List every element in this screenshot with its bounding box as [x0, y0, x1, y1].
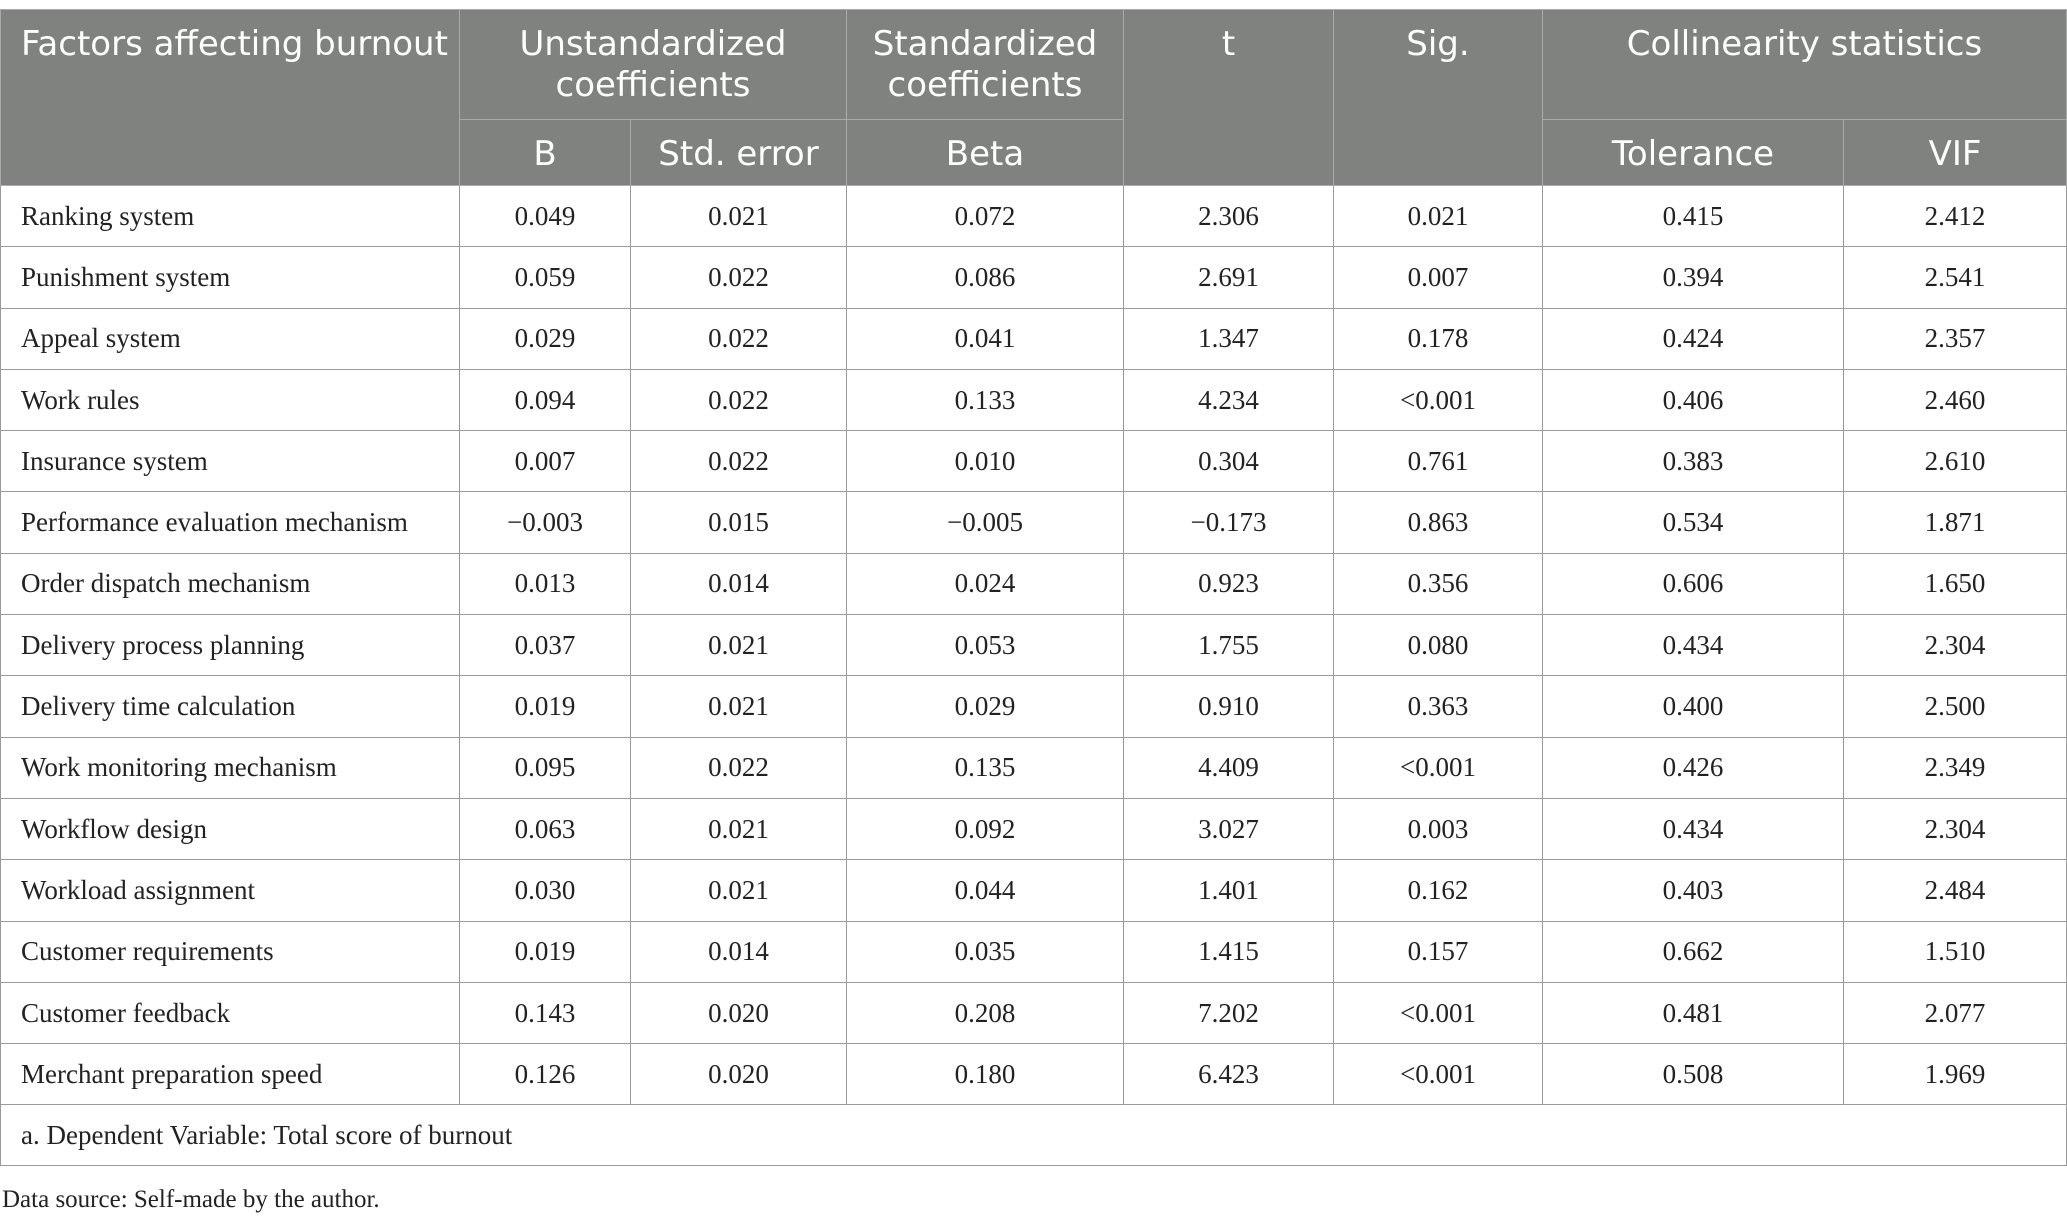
- cell-vif: 1.650: [1844, 553, 2067, 614]
- cell-sig: <0.001: [1334, 982, 1543, 1043]
- regression-table: [0, 9, 2067, 1166]
- cell-b: 0.029: [460, 308, 631, 369]
- table-row: [1, 982, 2067, 1043]
- cell-sig: 0.178: [1334, 308, 1543, 369]
- cell-beta: 0.024: [847, 553, 1124, 614]
- cell-std-error: 0.022: [631, 737, 847, 798]
- cell-t: 0.304: [1124, 431, 1334, 492]
- cell-b: 0.059: [460, 247, 631, 308]
- table-container: [0, 9, 2067, 1166]
- cell-b: 0.143: [460, 982, 631, 1043]
- cell-vif: 1.871: [1844, 492, 2067, 553]
- cell-tolerance: 0.400: [1543, 676, 1844, 737]
- cell-vif: 2.610: [1844, 431, 2067, 492]
- cell-t: 4.234: [1124, 369, 1334, 430]
- cell-factor: Merchant preparation speed: [1, 1044, 460, 1105]
- cell-std-error: 0.021: [631, 798, 847, 859]
- cell-t: 1.755: [1124, 615, 1334, 676]
- cell-std-error: 0.020: [631, 1044, 847, 1105]
- cell-factor: Work monitoring mechanism: [1, 737, 460, 798]
- cell-tolerance: 0.434: [1543, 798, 1844, 859]
- cell-std-error: 0.021: [631, 860, 847, 921]
- table-row: [1, 431, 2067, 492]
- table-row: [1, 615, 2067, 676]
- header-standardized: Standardized coefficients: [847, 10, 1124, 120]
- cell-beta: 0.086: [847, 247, 1124, 308]
- cell-std-error: 0.021: [631, 676, 847, 737]
- cell-beta: 0.010: [847, 431, 1124, 492]
- cell-tolerance: 0.394: [1543, 247, 1844, 308]
- cell-sig: 0.003: [1334, 798, 1543, 859]
- header-collinearity: Collinearity statistics: [1543, 10, 2067, 120]
- cell-vif: 1.969: [1844, 1044, 2067, 1105]
- cell-t: −0.173: [1124, 492, 1334, 553]
- cell-tolerance: 0.508: [1543, 1044, 1844, 1105]
- header-sig: Sig.: [1334, 10, 1543, 186]
- cell-vif: 2.077: [1844, 982, 2067, 1043]
- cell-beta: 0.053: [847, 615, 1124, 676]
- cell-b: 0.126: [460, 1044, 631, 1105]
- cell-t: 0.910: [1124, 676, 1334, 737]
- cell-tolerance: 0.424: [1543, 308, 1844, 369]
- cell-beta: 0.035: [847, 921, 1124, 982]
- cell-tolerance: 0.662: [1543, 921, 1844, 982]
- cell-b: 0.063: [460, 798, 631, 859]
- table-row: [1, 676, 2067, 737]
- cell-factor: Work rules: [1, 369, 460, 430]
- cell-std-error: 0.014: [631, 553, 847, 614]
- cell-std-error: 0.021: [631, 186, 847, 247]
- footnote-row: [1, 1105, 2067, 1166]
- header-b: B: [460, 120, 631, 186]
- cell-tolerance: 0.415: [1543, 186, 1844, 247]
- cell-b: 0.007: [460, 431, 631, 492]
- cell-sig: <0.001: [1334, 737, 1543, 798]
- cell-factor: Workflow design: [1, 798, 460, 859]
- cell-beta: 0.092: [847, 798, 1124, 859]
- cell-sig: 0.157: [1334, 921, 1543, 982]
- table-row: [1, 247, 2067, 308]
- cell-t: 2.691: [1124, 247, 1334, 308]
- cell-factor: Workload assignment: [1, 860, 460, 921]
- cell-tolerance: 0.383: [1543, 431, 1844, 492]
- header-unstandardized: Unstandardized coefficients: [460, 10, 847, 120]
- cell-factor: Customer feedback: [1, 982, 460, 1043]
- cell-b: 0.095: [460, 737, 631, 798]
- cell-sig: 0.080: [1334, 615, 1543, 676]
- cell-t: 1.401: [1124, 860, 1334, 921]
- table-row: [1, 1044, 2067, 1105]
- cell-t: 1.347: [1124, 308, 1334, 369]
- cell-factor: Performance evaluation mechanism: [1, 492, 460, 553]
- cell-beta: 0.044: [847, 860, 1124, 921]
- cell-vif: 1.510: [1844, 921, 2067, 982]
- cell-factor: Ranking system: [1, 186, 460, 247]
- cell-b: 0.094: [460, 369, 631, 430]
- table-row: [1, 186, 2067, 247]
- cell-beta: −0.005: [847, 492, 1124, 553]
- cell-t: 3.027: [1124, 798, 1334, 859]
- cell-t: 1.415: [1124, 921, 1334, 982]
- cell-sig: 0.863: [1334, 492, 1543, 553]
- cell-tolerance: 0.406: [1543, 369, 1844, 430]
- cell-b: −0.003: [460, 492, 631, 553]
- header-std-error: Std. error: [631, 120, 847, 186]
- cell-b: 0.019: [460, 921, 631, 982]
- table-header: [1, 10, 2067, 186]
- table-row: [1, 798, 2067, 859]
- cell-tolerance: 0.434: [1543, 615, 1844, 676]
- cell-t: 0.923: [1124, 553, 1334, 614]
- cell-vif: 2.304: [1844, 615, 2067, 676]
- cell-beta: 0.180: [847, 1044, 1124, 1105]
- cell-t: 6.423: [1124, 1044, 1334, 1105]
- cell-beta: 0.072: [847, 186, 1124, 247]
- cell-beta: 0.208: [847, 982, 1124, 1043]
- table-row: [1, 369, 2067, 430]
- cell-beta: 0.133: [847, 369, 1124, 430]
- cell-b: 0.030: [460, 860, 631, 921]
- header-vif: VIF: [1844, 120, 2067, 186]
- cell-vif: 2.412: [1844, 186, 2067, 247]
- cell-std-error: 0.021: [631, 615, 847, 676]
- header-t: t: [1124, 10, 1334, 186]
- table-row: [1, 921, 2067, 982]
- cell-factor: Punishment system: [1, 247, 460, 308]
- cell-factor: Order dispatch mechanism: [1, 553, 460, 614]
- cell-t: 2.306: [1124, 186, 1334, 247]
- cell-vif: 2.349: [1844, 737, 2067, 798]
- table-row: [1, 553, 2067, 614]
- cell-t: 4.409: [1124, 737, 1334, 798]
- cell-t: 7.202: [1124, 982, 1334, 1043]
- cell-factor: Delivery time calculation: [1, 676, 460, 737]
- cell-b: 0.049: [460, 186, 631, 247]
- footnote: a. Dependent Variable: Total score of burnout: [1, 1105, 2067, 1166]
- cell-std-error: 0.022: [631, 247, 847, 308]
- cell-factor: Delivery process planning: [1, 615, 460, 676]
- header-factors: Factors affecting burnout: [1, 10, 460, 186]
- cell-vif: 2.500: [1844, 676, 2067, 737]
- table-row: [1, 737, 2067, 798]
- cell-beta: 0.135: [847, 737, 1124, 798]
- cell-std-error: 0.015: [631, 492, 847, 553]
- table-row: [1, 492, 2067, 553]
- cell-beta: 0.029: [847, 676, 1124, 737]
- cell-vif: 2.357: [1844, 308, 2067, 369]
- cell-tolerance: 0.481: [1543, 982, 1844, 1043]
- cell-std-error: 0.022: [631, 369, 847, 430]
- cell-beta: 0.041: [847, 308, 1124, 369]
- cell-tolerance: 0.534: [1543, 492, 1844, 553]
- table-row: [1, 860, 2067, 921]
- cell-b: 0.037: [460, 615, 631, 676]
- cell-std-error: 0.022: [631, 431, 847, 492]
- cell-b: 0.019: [460, 676, 631, 737]
- cell-std-error: 0.020: [631, 982, 847, 1043]
- cell-b: 0.013: [460, 553, 631, 614]
- cell-sig: <0.001: [1334, 1044, 1543, 1105]
- header-beta: Beta: [847, 120, 1124, 186]
- cell-factor: Appeal system: [1, 308, 460, 369]
- cell-tolerance: 0.606: [1543, 553, 1844, 614]
- cell-sig: 0.021: [1334, 186, 1543, 247]
- cell-tolerance: 0.403: [1543, 860, 1844, 921]
- table-row: [1, 308, 2067, 369]
- cell-vif: 2.304: [1844, 798, 2067, 859]
- header-tolerance: Tolerance: [1543, 120, 1844, 186]
- cell-sig: 0.356: [1334, 553, 1543, 614]
- cell-factor: Insurance system: [1, 431, 460, 492]
- cell-sig: 0.363: [1334, 676, 1543, 737]
- data-source-note: Data source: Self-made by the author.: [2, 1186, 380, 1213]
- cell-factor: Customer requirements: [1, 921, 460, 982]
- cell-vif: 2.541: [1844, 247, 2067, 308]
- cell-vif: 2.460: [1844, 369, 2067, 430]
- cell-tolerance: 0.426: [1543, 737, 1844, 798]
- cell-vif: 2.484: [1844, 860, 2067, 921]
- cell-std-error: 0.014: [631, 921, 847, 982]
- cell-sig: 0.761: [1334, 431, 1543, 492]
- table-body: [1, 186, 2067, 1166]
- cell-sig: 0.162: [1334, 860, 1543, 921]
- cell-std-error: 0.022: [631, 308, 847, 369]
- cell-sig: 0.007: [1334, 247, 1543, 308]
- cell-sig: <0.001: [1334, 369, 1543, 430]
